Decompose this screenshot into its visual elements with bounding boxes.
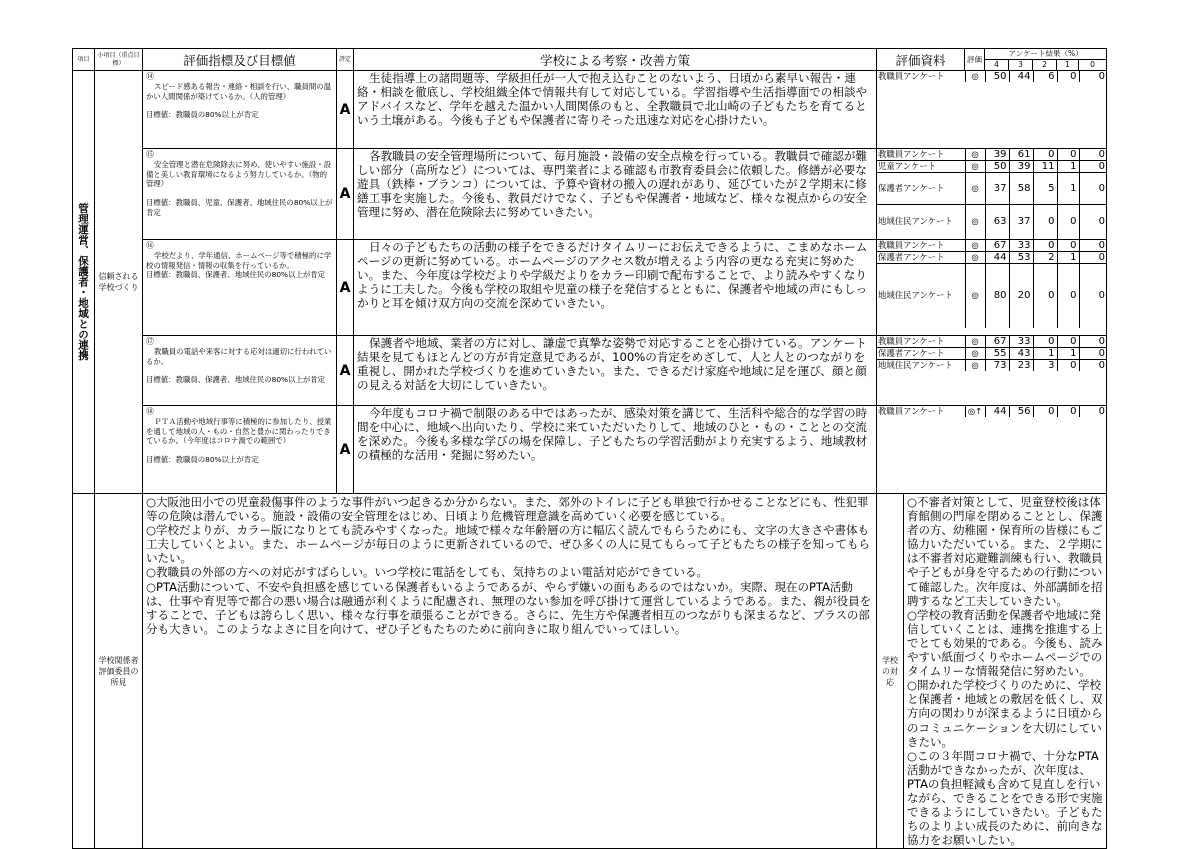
survey-value: 50: [985, 71, 1009, 82]
observation-text: 今年度もコロナ禍で制限のある中ではあったが、感染対策を講じて、生活科や総合的な学習の時間を中心に、地域へ出向いたり、学校に来ていただいたりして、地域のひと・もの・こととの交流を深めた。今後も多様な学びの場を保障し、子どもたちの学習活動がより充実するよう、地域教材の積極的な活用・発掘に努めたい。: [354, 406, 877, 494]
indicator-description: スピード感ある報告・連絡・相談を行い、職員間の温かい人間関係が築けているか。（人的管理）: [146, 81, 332, 101]
header-scale-4: 4: [985, 60, 1009, 71]
survey-value: 33: [1009, 240, 1033, 252]
survey-name: 教職員アンケート: [878, 71, 945, 81]
survey-value: 5: [1033, 173, 1057, 205]
survey-value: 0: [1033, 264, 1057, 328]
survey-row: [877, 252, 1107, 264]
grade-value: A: [337, 149, 354, 240]
survey-table: [877, 336, 1107, 371]
survey-value: 0: [1033, 205, 1057, 239]
survey-value: 23: [1009, 360, 1033, 372]
survey-value: 44: [985, 406, 1009, 417]
indicator-cell: [143, 406, 337, 494]
indicator-description: 教職員の電話や来客に対する応対は適切に行われているか。: [146, 346, 332, 366]
subitem-label: 信頼される学校づくり: [95, 71, 143, 494]
survey-value: 58: [1009, 173, 1033, 205]
indicator-number: ⑮: [146, 150, 154, 159]
survey-row: [877, 161, 1107, 173]
survey-value: 0: [1079, 264, 1107, 328]
survey-value: 0: [1033, 149, 1057, 161]
grade-value: A: [337, 71, 354, 149]
survey-value: 39: [985, 149, 1009, 161]
survey-eval: ◎: [965, 360, 985, 372]
survey-cell: [877, 336, 1107, 406]
header-scale-1: 1: [1057, 60, 1079, 71]
opinion-text: ○大阪池田小での児童殺傷事件のような事件がいつ起きるか分からない。また、郊外のトイレに子ども単独で行かせることなどにも、性犯罪等の危険は潜んでいる。施設・設備の安全管理をはじめ、日頃より危機管理意識を高めていく必要を感じている。 ○学校だよりが、カラー版になりとても読みやすくなった。地域で様々な年齢層の方に幅広く読んでもらうためにも、文字の大きさや書体も工夫していくとよい。また、ホームページが毎日のように更新されているので、ぜひ多くの人に見てもらって子どもたちの様子を知ってもらいたい。 ○教職員の外部の方への対応がすばらしい。いつ学校に電話をしても、気持ちのよい電話対応ができている。 ○PTA活動について、不安や負担感を感じている保護者もいるようであるが、やらず嫌いの面もあるのではないか。実際、現在のPTA活動は、仕事や育児等で都合の悪い場合は融通が利くように配慮され、無理のない参加を呼び掛けて運営しているようである。また、親が役員をすることで、子どもは誇らしく思い、様々な行事を頑張ることができる。さらに、先生方や保護者相互のつながりも深まるなど、プラスの部分も大きい。このようなよさに目を向けて、ぜひ子どもたちのために前向きに取り組んでいってほしい。: [143, 494, 877, 849]
survey-value: 56: [1009, 406, 1033, 417]
indicator-cell: [143, 240, 337, 336]
survey-cell: [877, 240, 1107, 336]
survey-value: 43: [1009, 348, 1033, 360]
header-scale-2: 2: [1033, 60, 1057, 71]
survey-eval: ◎: [965, 205, 985, 239]
survey-eval: ◎: [965, 348, 985, 360]
indicator-number: ⑯: [146, 241, 154, 250]
indicator-cell: [143, 71, 337, 149]
survey-eval: ◎: [965, 173, 985, 205]
indicator-description: ＰＴＡ活動や地域行事等に積極的に参加したり、授業を通して地域の人・もの・自然と豊かに関わったりできているか。（今年度はコロナ渦での範囲で）: [146, 416, 332, 446]
survey-value: 0: [1033, 336, 1057, 348]
survey-value: 0: [1079, 240, 1107, 252]
table-row: [73, 336, 1107, 406]
header-scale-0: 0: [1079, 60, 1107, 71]
response-label: 学校の対応: [877, 494, 904, 848]
indicator-target: 目標値：教職員、保護者、地域住民の80%以上が肯定: [146, 270, 326, 280]
survey-value: 0: [1057, 336, 1079, 348]
survey-row: [877, 240, 1107, 252]
survey-value: 0: [1079, 348, 1107, 360]
survey-name: 教職員アンケート: [877, 149, 965, 161]
survey-value: 11: [1033, 161, 1057, 173]
grade-value: A: [337, 240, 354, 336]
table-row: [73, 71, 1107, 149]
item-cell: [73, 71, 95, 494]
survey-value: 55: [985, 348, 1009, 360]
indicator-number: ⑭: [146, 72, 154, 81]
survey-value: 0: [1079, 149, 1107, 161]
survey-value: 0: [1057, 149, 1079, 161]
survey-value: 2: [1033, 252, 1057, 264]
survey-name: 保護者アンケート: [877, 173, 965, 205]
survey-value: 80: [985, 264, 1009, 328]
survey-name: 地域住民アンケート: [878, 290, 953, 301]
survey-row: [877, 406, 1107, 417]
survey-name: 地域住民アンケート: [878, 360, 953, 370]
survey-row: [877, 336, 1107, 348]
survey-eval: ◎: [965, 149, 985, 161]
indicator-target: 目標値：教職員の80%以上が肯定: [146, 455, 259, 465]
header-grade: 評定: [337, 49, 354, 71]
opinion-label: 学校関係者評価委員の所見: [95, 494, 143, 849]
survey-value: 1: [1057, 252, 1079, 264]
survey-value: 0: [1079, 336, 1107, 348]
survey-value: 37: [985, 173, 1009, 205]
header-survey: アンケート結果（%）: [985, 49, 1107, 60]
survey-name: 児童アンケート: [877, 161, 965, 173]
survey-value: 0: [1079, 173, 1107, 205]
survey-value: 0: [1033, 240, 1057, 252]
survey-value: 0: [1079, 161, 1107, 173]
survey-value: 0: [1079, 252, 1107, 264]
survey-name: 教職員アンケート: [878, 406, 945, 416]
survey-name: 地域住民アンケート: [878, 216, 953, 227]
survey-table: [877, 406, 1107, 417]
empty-cell: [73, 494, 95, 849]
header-scale-3: 3: [1009, 60, 1033, 71]
survey-value: 44: [1009, 71, 1033, 82]
survey-value: 0: [1079, 205, 1107, 239]
survey-eval: ◎: [965, 71, 985, 82]
survey-value: 1: [1057, 173, 1079, 205]
survey-row: [877, 173, 1107, 205]
grade-value: A: [337, 406, 354, 494]
survey-value: 39: [1009, 161, 1033, 173]
indicator-number: ⑰: [146, 337, 154, 346]
survey-value: 50: [985, 161, 1009, 173]
observation-text: 日々の子どもたちの活動の様子をできるだけタイムリーにお伝えできるように、こまめなホームページの更新に努めている。ホームページのアクセス数が増えるよう内容の更なる充実に努めたい。また、今年度は学校だよりや学級だよりをカラー印刷で配布することで、より読みやすくなりように工夫した。今後も学校の取組や児童の様子を発信するとともに、保護者や地域の声にもしっかりと耳を傾け双方向の交流を深めていきたい。: [354, 240, 877, 336]
survey-table: [877, 149, 1107, 239]
header-subitem: 小項目（重点目標）: [95, 49, 143, 71]
observation-text: 生徒指導上の諸問題等、学級担任が一人で抱え込むことのないよう、日頃から素早い報告・連絡・相談を徹底し、学校組織全体で情報共有して対応している。学習指導や生活指導面での相談やアドバイスなど、学年を越えた温かい人間関係のもと、全教職員で北山崎の子どもたちを育てるという土壌がある。今後も子どもや保護者に寄りそった迅速な対応を心掛けたい。: [354, 71, 877, 149]
opinion-row: [73, 494, 1107, 849]
survey-value: 63: [985, 205, 1009, 239]
survey-eval: ◎: [965, 240, 985, 252]
survey-value: 73: [985, 360, 1009, 372]
survey-row: [877, 205, 1107, 239]
survey-value: 44: [985, 252, 1009, 264]
survey-eval: ◎: [965, 161, 985, 173]
survey-value: 37: [1009, 205, 1033, 239]
table-row: [73, 240, 1107, 336]
survey-value: 0: [1057, 205, 1079, 239]
observation-text: 保護者や地域、業者の方に対し、謙虚で真摯な姿勢で対応することを心掛けている。アンケート結果を見てもほとんどの方が肯定意見であるが、100%の肯定をめざして、人と人とのつながりを重視し、開かれた学校づくりを進めていきたい。また、できるだけ家庭や地域に足を運び、顔と顔の見える対話を大切にしていきたい。: [354, 336, 877, 406]
survey-value: 0: [1033, 406, 1057, 417]
indicator-target: 目標値：教職員、保護者、地域住民の80%以上が肯定: [146, 375, 326, 385]
survey-eval: ◎↑: [965, 406, 985, 417]
indicator-target: 目標値：教職員の80%以上が肯定: [146, 110, 259, 120]
survey-value: 0: [1079, 71, 1107, 82]
table-row: [73, 406, 1107, 494]
header-indicator: 評価指標及び目標値: [143, 49, 337, 71]
survey-eval: ◎: [965, 264, 985, 328]
survey-value: 0: [1057, 360, 1079, 372]
survey-name: 教職員アンケート: [877, 336, 965, 348]
survey-value: 67: [985, 336, 1009, 348]
indicator-number: ⑱: [146, 407, 154, 416]
survey-row: [877, 348, 1107, 360]
survey-value: 6: [1033, 71, 1057, 82]
survey-name: 教職員アンケート: [877, 240, 965, 252]
evaluation-table: [72, 48, 1107, 849]
survey-value: 1: [1033, 348, 1057, 360]
item-label: 管理運営、保護者・地域との連携: [77, 203, 89, 361]
survey-row: [877, 360, 1107, 372]
header-observation: 学校による考察・改善方策: [354, 49, 877, 71]
indicator-cell: [143, 336, 337, 406]
table-row: [73, 149, 1107, 240]
survey-row: [877, 149, 1107, 161]
indicator-cell: [143, 149, 337, 240]
survey-value: 0: [1057, 264, 1079, 328]
survey-value: 0: [1079, 360, 1107, 372]
survey-row: [877, 71, 1107, 82]
survey-row: [877, 264, 1107, 328]
survey-value: 53: [1009, 252, 1033, 264]
observation-text: 各教職員の安全管理場所について、毎月施設・設備の安全点検を行っている。教職員で確認が難しい部分（高所など）については、専門業者による確認も市教育委員会に依頼した。修繕が必要な遊具（鉄棒・ブランコ）については、予算や資材の搬入の遅れがあり、延びていたが２学期末に修繕工事を実施した。今後も、教員だけでなく、子どもや保護者・地域など、様々な視点からの安全管理に努め、潜在危険除去に努めていきたい。: [354, 149, 877, 240]
survey-table: [877, 240, 1107, 328]
survey-cell: [877, 71, 1107, 149]
survey-value: 61: [1009, 149, 1033, 161]
grade-value: A: [337, 336, 354, 406]
survey-value: 1: [1057, 161, 1079, 173]
response-cell: [877, 494, 1107, 849]
survey-value: 1: [1057, 348, 1079, 360]
survey-value: 0: [1057, 71, 1079, 82]
survey-name: 保護者アンケート: [877, 252, 965, 264]
survey-value: 0: [1057, 406, 1079, 417]
survey-value: 3: [1033, 360, 1057, 372]
indicator-target: 目標値：教職員、児童、保護者、地域住民の80%以上が肯定: [146, 198, 333, 217]
survey-cell: [877, 149, 1107, 240]
survey-value: 0: [1079, 406, 1107, 417]
survey-table: [877, 71, 1107, 82]
survey-value: 33: [1009, 336, 1033, 348]
survey-name: 保護者アンケート: [877, 348, 965, 360]
survey-eval: ◎: [965, 252, 985, 264]
header-item: 項目: [73, 49, 95, 71]
header-eval: 評価: [965, 49, 985, 71]
indicator-description: 安全管理と潜在危険除去に努め、使いやすい施設・設備と美しい教育環境になるよう努力しているか。（物的管理）: [146, 159, 332, 189]
survey-cell: [877, 406, 1107, 494]
indicator-description: 学校だより、学年通信、ホームページ等で積極的に学校の情報発信・情報の収集を行っているか。: [146, 250, 332, 270]
header-material: 評価資料: [877, 49, 965, 71]
survey-value: 20: [1009, 264, 1033, 328]
response-text: ○不審者対策として、児童登校後は体育館側の門扉を閉めることとし、保護者の方、幼稚園・保育所の皆様にもご協力いただいている。また、２学期には不審者対応避難訓練も行い、教職員や子どもが身を守るための行動について確認した。次年度は、外部講師を招聘するなど工夫していきたい。 ○学校の教育活動を保護者や地域に発信していくことは、連携を推進する上でとても効果的である。今後も、読みやすい紙面づくりやホームページでのタイムリーな情報発信に努めたい。 ○開かれた学校づくりのために、学校と保護者・地域との敷居を低くし、双方向の関わりが深まるように日頃からのコミュニケーションを大切にしていきたい。 ○この３年間コロナ禍で、十分なPTA活動ができなかったが、次年度は、PTAの負担軽減も含めて見直しを行いながら、できることをできる形で実施できるようにしていきたい。子どもたちのよりよい成長のために、前向きな協力をお願いしたい。: [907, 495, 1103, 848]
survey-value: 67: [985, 240, 1009, 252]
survey-value: 0: [1057, 240, 1079, 252]
survey-eval: ◎: [965, 336, 985, 348]
